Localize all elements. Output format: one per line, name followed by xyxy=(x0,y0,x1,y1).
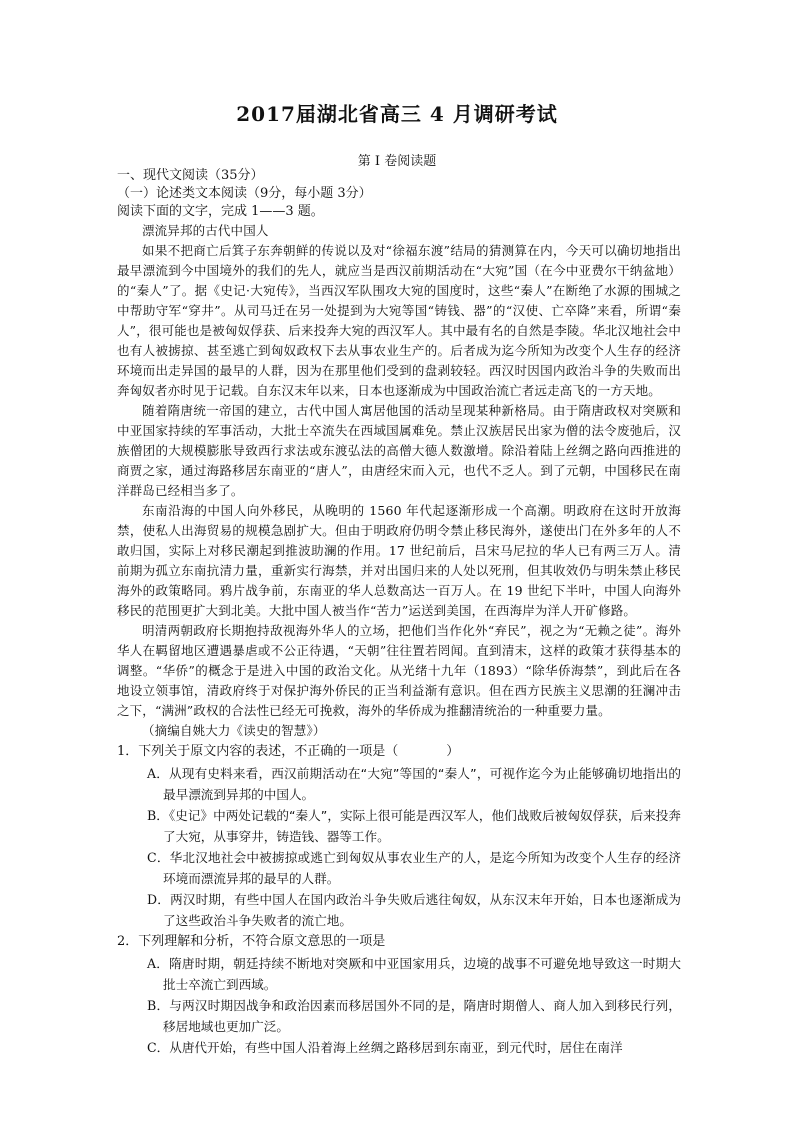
question-1 xyxy=(117,741,681,931)
option-text: 华北汉地社会中被掳掠或逃亡到匈奴从事农业生产的人，是迄今所知为改变个人生存的经济环境而漂流异邦的最早的人群。 xyxy=(163,850,681,886)
essay-paragraph: 明清两朝政府长期抱持敌视海外华人的立场，把他们当作化外“弃民”，视之为“无赖之徒”。海外华人在羁留地区遭遇暴虐或不公正待遇，“天朝”往往置若罔闻。直到清末，这样的政策才获得基本的调整。“华侨”的概念于是进入中国的政治文化。从光绪十九年（1893）“除华侨海禁”，到此后在各地设立领事馆，清政府终于对保护海外侨民的正当利益渐有意识。但在西方民族主义思潮的狂澜冲击之下，“满洲”政权的合法性已经无可挽救，海外的华侨成为推翻清统治的一种重要力量。 xyxy=(117,623,681,718)
subsection-heading: （一）论述类文本阅读（9分，每小题 3分） xyxy=(117,186,372,201)
option-text: 两汉时期，有些中国人在国内政治斗争失败后逃往匈奴，从东汉末年开始，日本也逐渐成为了这些政治斗争失败者的流亡地。 xyxy=(163,892,681,928)
reading-instruction: 阅读下面的文字，完成 1——3 题。 xyxy=(117,204,324,219)
option-a[interactable] xyxy=(117,763,681,805)
option-text: 从现有史料来看，西汉前期活动在“大宛”等国的“秦人”，可视作迄今为止能够确切地指出的最早漂流到异邦的中国人。 xyxy=(163,766,681,802)
exam-content xyxy=(117,167,681,1058)
option-letter: A． xyxy=(147,956,170,971)
option-d[interactable] xyxy=(117,889,681,931)
section-heading: 一、现代文阅读（35分） xyxy=(117,168,264,183)
option-letter: C． xyxy=(147,850,170,865)
question-2 xyxy=(117,931,681,1058)
essay xyxy=(117,221,681,741)
option-text: 从唐代开始，有些中国人沿着海上丝绸之路移居到东南亚，到元代时，居住在南洋 xyxy=(169,1040,623,1055)
option-b[interactable] xyxy=(117,995,681,1037)
essay-title: 漂流异邦的古代中国人 xyxy=(142,223,269,238)
option-c[interactable] xyxy=(117,847,681,889)
option-b[interactable] xyxy=(117,805,681,847)
exam-title: 2017届湖北省高三 4 月调研考试 xyxy=(236,102,558,126)
option-text: 隋唐时期，朝廷持续不断地对突厥和中亚国家用兵，边境的战事不可避免地导致这一时期大批士卒流亡到西域。 xyxy=(163,956,681,992)
essay-paragraph: 如果不把商亡后箕子东奔朝鲜的传说以及对“徐福东渡”结局的猜测算在内，今天可以确切地指出最早漂流到今中国境外的我们的先人，就应当是西汉前期活动在“大宛”国（在今中亚费尔干纳盆地）的“秦人”了。据《史记·大宛传》，当西汉军队围攻大宛的国度时，这些“秦人”在断绝了水源的围城之中帮助守军“穿井”。从司马迁在另一处提到为大宛等国“铸钱、器”的“汉使、亡卒降”来看，所谓“秦人”，很可能也是被匈奴俘获、后来投奔大宛的西汉军人。其中最有名的自然是李陵。华北汉地社会中也有人被掳掠、甚至逃亡到匈奴政权下去从事农业生产的。后者成为迄今所知为改变个人生存的经济环境而出走异国的最早的人群，因为在那里他们受到的盘剥较轻。西汉时因国内政治斗争的失败而出奔匈奴者亦时见于记载。自东汉末年以来，日本也逐渐成为中国政治流亡者远走高飞的一方天地。 xyxy=(117,243,681,398)
option-text: 与两汉时期因战争和政治因素而移居国外不同的是，隋唐时期僧人、商人加入到移民行列，移居地域也更加广泛。 xyxy=(163,998,681,1034)
volume-heading: 第 I 卷阅读题 xyxy=(357,154,437,169)
question-stem xyxy=(117,931,681,953)
option-letter: D． xyxy=(147,892,171,907)
question-stem-text: 1．下列关于原文内容的表述，不正确的一项是（ xyxy=(117,744,399,759)
essay-source: （摘编自姚大力《读史的智慧》） xyxy=(142,723,326,738)
option-c[interactable] xyxy=(117,1037,681,1058)
option-letter: A． xyxy=(147,766,170,781)
question-stem-close: ） xyxy=(446,744,460,759)
option-letter: C． xyxy=(147,1040,170,1055)
essay-paragraph: 随着隋唐统一帝国的建立，古代中国人寓居他国的活动呈现某种新格局。由于隋唐政权对突厥和中亚国家持续的军事活动，大批士卒流失在西域国属难免。禁止汉族居民出家为僧的法令废弛后，汉族僧团的大规模膨胀导致西行求法或东渡弘法的高僧大德人数激增。除沿着陆上丝绸之路向西推进的商贾之家，通过海路移居东南亚的“唐人”，由唐经宋而入元，也代不乏人。到了元朝，中国移民在南洋群岛已经相当多了。 xyxy=(117,403,681,498)
essay-paragraph: 东南沿海的中国人向外移民，从晚明的 1560 年代起逐渐形成一个高潮。明政府在这时开放海禁，使私人出海贸易的规模急剧扩大。但由于明政府仍明令禁止移民海外，遂使出门在外多年的人不敢归国，实际上对移民潮起到推波助澜的作用。17 世纪前后，吕宋马尼拉的华人已有两三万人。清前期为孤立东南抗清力量，重新实行海禁，并对出国归来的人处以死刑，但其收效仍与明朱禁止移民海外的政策略同。鸦片战争前，东南亚的华人总数高达一百万人。在 19 世纪下半叶，中国人向海外移民的范围更扩大到北美。大批中国人被当作“苦力”运送到美国，在西海岸为洋人开矿修路。 xyxy=(117,503,681,618)
question-stem xyxy=(117,741,681,763)
question-stem-text: 2．下列理解和分析，不符合原文意思的一项是 xyxy=(117,934,386,949)
option-letter: B． xyxy=(147,998,170,1013)
option-letter: B． xyxy=(147,808,169,823)
option-text: 《史记》中两处记载的“秦人”，实际上很可能是西汉军人，他们战败后被匈奴俘获，后来投奔了大宛，从事穿井，铸造钱、器等工作。 xyxy=(163,808,682,844)
option-a[interactable] xyxy=(117,953,681,995)
